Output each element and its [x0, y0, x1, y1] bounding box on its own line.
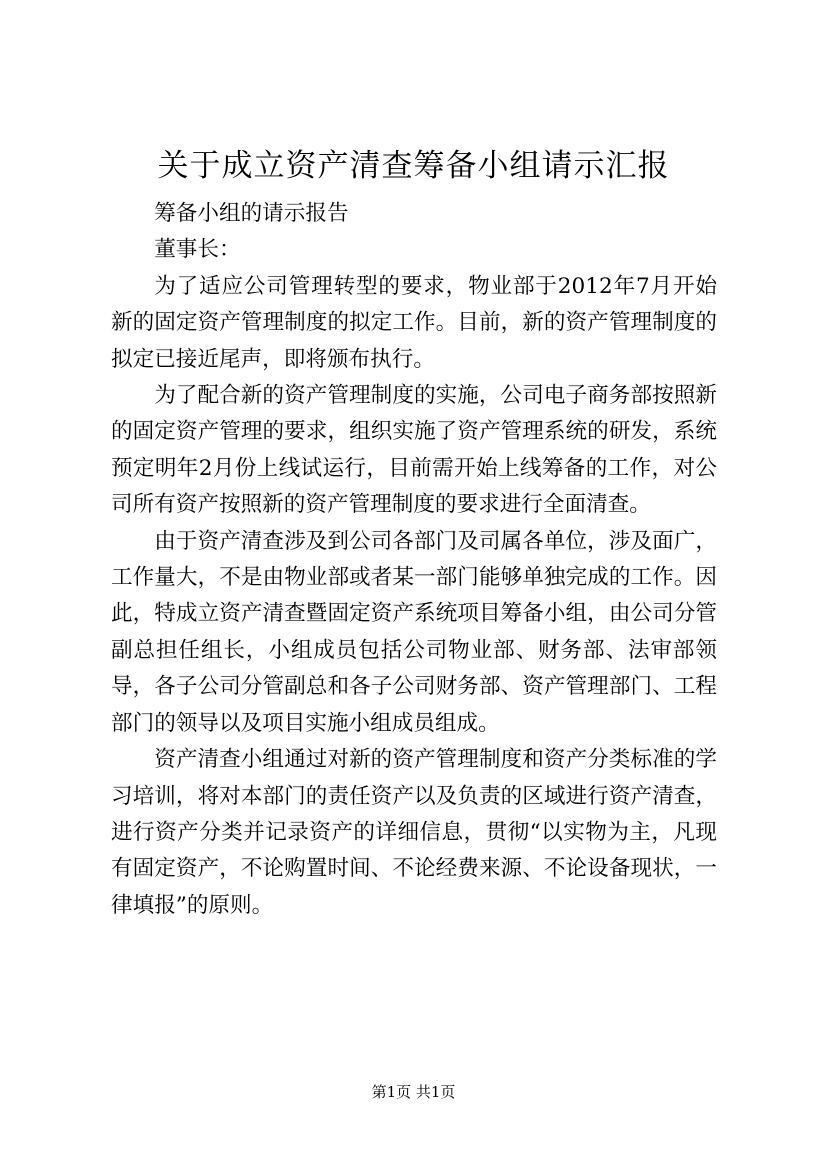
subtitle-line: 筹备小组的请示报告 — [154, 201, 349, 226]
page-number-indicator: 第1页 共1页 — [371, 1083, 456, 1101]
salutation-line: 董事长： — [154, 237, 241, 263]
page-footer — [0, 1082, 827, 1102]
body-paragraph: 资产清查小组通过对新的资产管理制度和资产分类标准的学习培训，将对本部门的责任资产以及负责的区域进行资产清查，进行资产分类并记录资产的详细信息，贯彻“以实物为主，凡现有固定资产，不论购置时间、不论经费来源、不论设备现状，一律填报”的原则。 — [111, 747, 717, 918]
document-title: 关于成立资产清查筹备小组请示汇报 — [157, 148, 670, 184]
body-paragraph: 为了适应公司管理转型的要求，物业部于2012年7月开始新的固定资产管理制度的拟定工作。目前，新的资产管理制度的拟定已接近尾声，即将颁布执行。 — [111, 273, 717, 372]
document-body — [111, 196, 717, 924]
body-paragraph: 为了配合新的资产管理制度的实施，公司电子商务部按照新的固定资产管理的要求，组织实施了资产管理系统的研发，系统预定明年2月份上线试运行，目前需开始上线筹备的工作，对公司所有资产按照新的资产管理制度的要求进行全面清查。 — [111, 383, 717, 518]
body-paragraph: 由于资产清查涉及到公司各部门及司属各单位，涉及面广，工作量大，不是由物业部或者某一部门能够单独完成的工作。因此，特成立资产清查暨固定资产系统项目筹备小组，由公司分管副总担任组长，小组成员包括公司物业部、财务部、法审部领导，各子公司分管副总和各子公司财务部、资产管理部门、工程部门的领导以及项目实施小组成员组成。 — [111, 528, 717, 736]
